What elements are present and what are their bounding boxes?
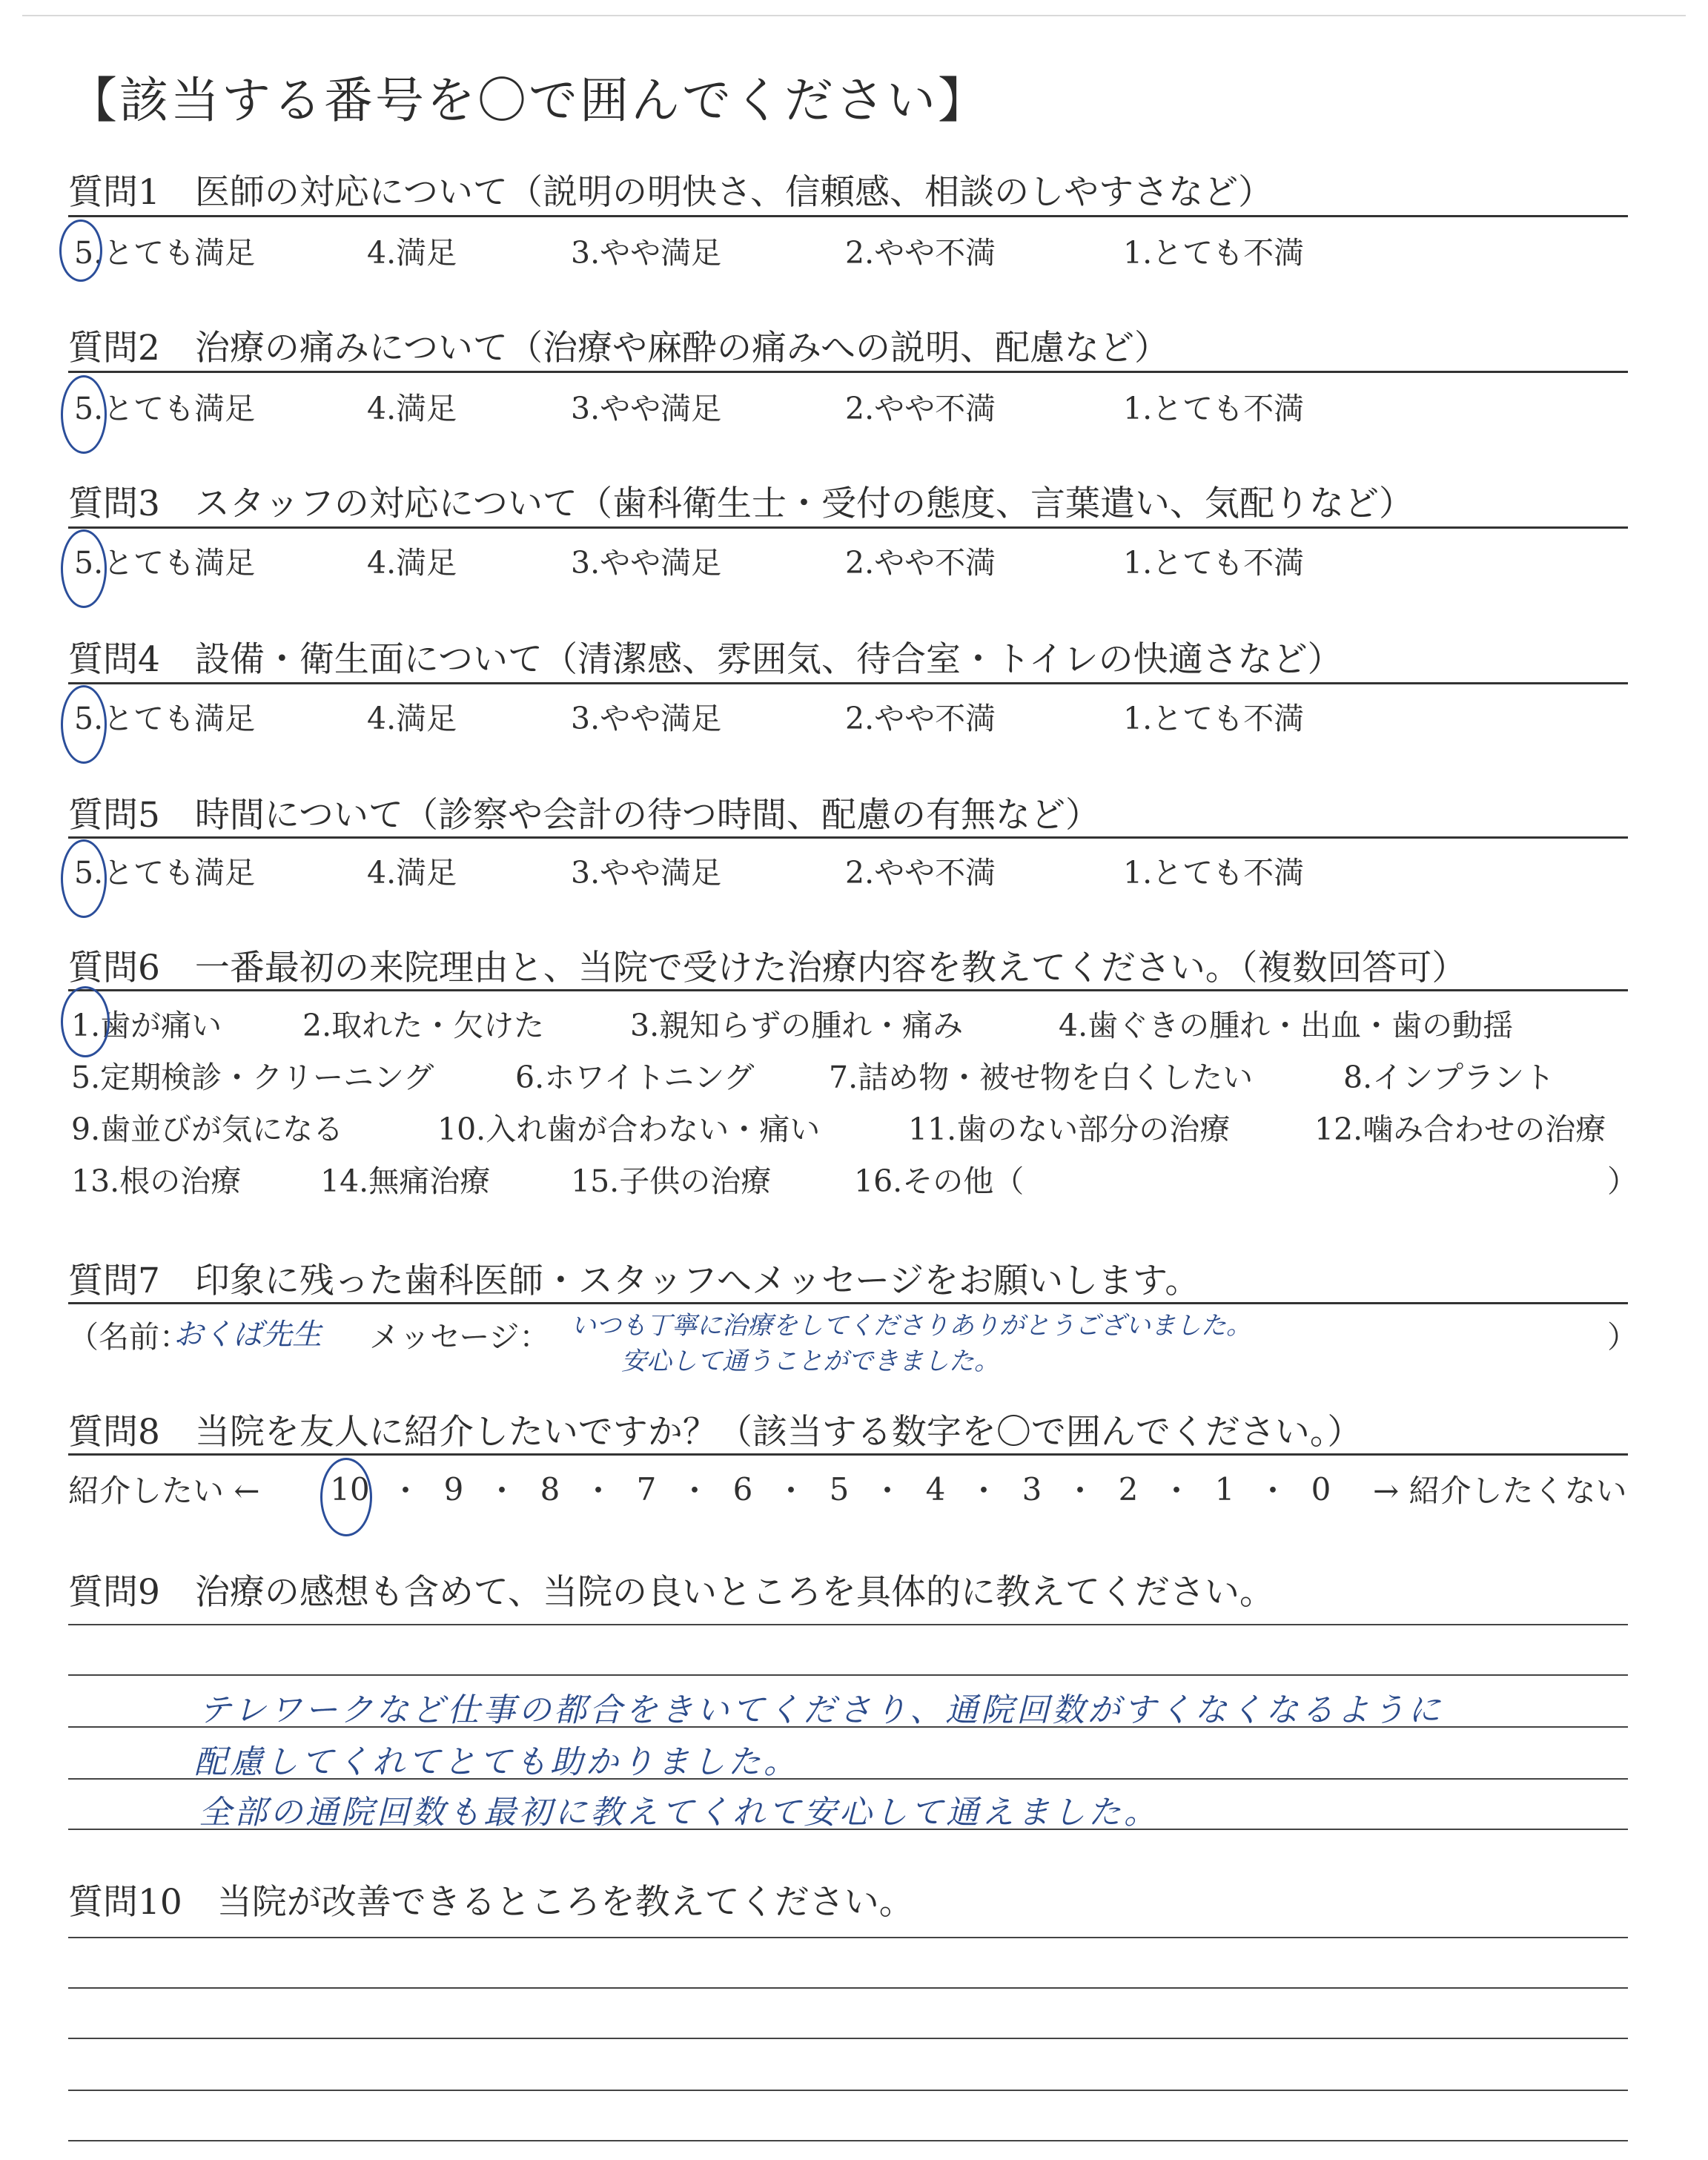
q8-value-10[interactable]: 10 [330, 1470, 370, 1507]
q1-option-4[interactable]: 4.満足 [367, 235, 457, 271]
q3-option-1[interactable]: 1.とても不満 [1123, 545, 1305, 581]
q8-separator: ・ [1257, 1473, 1288, 1509]
q6-option-1[interactable]: 1.歯が痛い [71, 1008, 222, 1043]
question-8-title: 質問8 当院を友人に紹介したいですか？（該当する数字を〇で囲んでください。） [68, 1412, 1363, 1453]
q8-value-4[interactable]: 4 [925, 1470, 946, 1507]
q6-option-10[interactable]: 10.入れ歯が合わない・痛い [437, 1112, 821, 1147]
q3-option-5[interactable]: 5.とても満足 [74, 545, 256, 581]
q8-value-6[interactable]: 6 [732, 1470, 753, 1507]
q6-option-7[interactable]: 7.詰め物・被せ物を白くしたい [829, 1060, 1254, 1095]
q7-name-value[interactable]: おくば先生 [173, 1318, 322, 1352]
q10-line-1 [68, 1937, 1628, 1938]
q8-value-9[interactable]: 9 [443, 1470, 464, 1507]
q1-option-1[interactable]: 1.とても不満 [1123, 235, 1305, 271]
q8-separator: ・ [1160, 1473, 1192, 1509]
q8-right-label: → 紹介したくない [1373, 1473, 1627, 1509]
q2-option-4[interactable]: 4.満足 [367, 391, 457, 426]
q6-other-close: ） [1607, 1163, 1638, 1199]
q4-option-1[interactable]: 1.とても不満 [1123, 701, 1305, 736]
q8-value-2[interactable]: 2 [1118, 1470, 1139, 1507]
q6-option-12[interactable]: 12.噛み合わせの治療 [1314, 1112, 1606, 1147]
q2-option-1[interactable]: 1.とても不満 [1123, 391, 1305, 426]
q8-value-8[interactable]: 8 [540, 1470, 560, 1507]
question-5-rule [68, 836, 1628, 839]
form-heading: 【該当する番号を〇で囲んでください】 [68, 72, 989, 129]
question-1-rule [68, 215, 1628, 217]
q8-left-label: 紹介したい ← [68, 1473, 260, 1509]
q8-separator: ・ [582, 1473, 614, 1509]
q9-answer-line-3[interactable]: 全部の通院回数も最初に教えてくれて安心して通えました。 [199, 1794, 1159, 1832]
q8-separator: ・ [486, 1473, 517, 1509]
q7-message-line-1[interactable]: いつも丁寧に治療をしてくださりありがとうございました。 [571, 1311, 1251, 1341]
q8-selected-circle [320, 1458, 372, 1536]
q6-option-9[interactable]: 9.歯並びが気になる [71, 1112, 344, 1147]
q6-option-11[interactable]: 11.歯のない部分の治療 [908, 1112, 1231, 1147]
q3-option-4[interactable]: 4.満足 [367, 545, 457, 581]
q8-value-0[interactable]: 0 [1311, 1470, 1331, 1507]
q8-separator: ・ [967, 1473, 999, 1509]
q10-line-3 [68, 2038, 1628, 2039]
q9-line-2 [68, 1674, 1628, 1676]
q9-answer-line-2[interactable]: 配慮してくれてとても助かりました。 [194, 1743, 799, 1781]
question-3-rule [68, 526, 1628, 529]
q5-option-1[interactable]: 1.とても不満 [1123, 855, 1305, 891]
q6-option-14[interactable]: 14.無痛治療 [320, 1163, 491, 1199]
q7-name-label: （名前： [68, 1319, 190, 1355]
q5-option-4[interactable]: 4.満足 [367, 855, 457, 891]
q8-value-3[interactable]: 3 [1022, 1470, 1042, 1507]
q8-value-1[interactable]: 1 [1214, 1470, 1235, 1507]
q2-option-3[interactable]: 3.やや満足 [571, 391, 722, 426]
question-4-title: 質問4 設備・衛生面について（清潔感、雰囲気、待合室・トイレの快適さなど） [68, 639, 1343, 680]
scan-edge [22, 15, 1686, 16]
question-3-title: 質問3 スタッフの対応について（歯科衛生士・受付の態度、言葉遣い、気配りなど） [68, 483, 1414, 524]
q8-separator: ・ [678, 1473, 710, 1509]
q4-option-3[interactable]: 3.やや満足 [571, 701, 722, 736]
q8-separator: ・ [1064, 1473, 1096, 1509]
q1-option-3[interactable]: 3.やや満足 [571, 235, 722, 271]
q5-option-3[interactable]: 3.やや満足 [571, 855, 722, 891]
q2-selected-circle [61, 375, 107, 454]
q6-option-4[interactable]: 4.歯ぐきの腫れ・出血・歯の動揺 [1059, 1008, 1514, 1043]
question-6-title: 質問6 一番最初の来院理由と、当院で受けた治療内容を教えてください。（複数回答可） [68, 948, 1467, 988]
q5-option-2[interactable]: 2.やや不満 [845, 855, 996, 891]
q8-separator: ・ [389, 1473, 421, 1509]
q6-option-8[interactable]: 8.インプラント [1343, 1060, 1555, 1095]
q8-separator: ・ [871, 1473, 903, 1509]
question-7-rule [68, 1302, 1628, 1304]
q1-selected-circle [59, 219, 102, 282]
q2-option-5[interactable]: 5.とても満足 [74, 391, 256, 426]
q6-selected-circle [61, 986, 110, 1057]
q8-separator: ・ [775, 1473, 807, 1509]
q10-line-5 [68, 2140, 1628, 2141]
q3-option-2[interactable]: 2.やや不満 [845, 545, 996, 581]
q2-option-2[interactable]: 2.やや不満 [845, 391, 996, 426]
q5-selected-circle [61, 839, 107, 918]
q5-option-5[interactable]: 5.とても満足 [74, 855, 256, 891]
q6-option-16[interactable]: 16.その他（ [854, 1163, 1025, 1199]
question-2-rule [68, 371, 1628, 373]
question-10-title: 質問10 当院が改善できるところを教えてください。 [68, 1882, 914, 1923]
q7-close: ） [1607, 1319, 1638, 1355]
q10-line-4 [68, 2090, 1628, 2091]
question-4-rule [68, 682, 1628, 684]
q6-option-6[interactable]: 6.ホワイトニング [515, 1060, 755, 1095]
q6-option-3[interactable]: 3.親知らずの腫れ・痛み [630, 1008, 964, 1043]
q10-line-2 [68, 1987, 1628, 1989]
q9-line-1 [68, 1624, 1628, 1625]
q7-message-line-2[interactable]: 安心して通うことができました。 [621, 1347, 999, 1376]
question-5-title: 質問5 時間について（診察や会計の待つ時間、配慮の有無など） [68, 795, 1100, 836]
q6-option-5[interactable]: 5.定期検診・クリーニング [71, 1060, 434, 1095]
q4-option-4[interactable]: 4.満足 [367, 701, 457, 736]
question-9-title: 質問9 治療の感想も含めて、当院の良いところを具体的に教えてください。 [68, 1572, 1274, 1613]
question-1-title: 質問1 医師の対応について（説明の明快さ、信頼感、相談のしやすさなど） [68, 172, 1274, 213]
q6-option-2[interactable]: 2.取れた・欠けた [302, 1008, 545, 1043]
q8-scale [68, 1467, 1628, 1511]
q9-answer-line-1[interactable]: テレワークなど仕事の都合をきいてくださり、通院回数がすくなくなるように [199, 1691, 1444, 1729]
q4-option-5[interactable]: 5.とても満足 [74, 701, 256, 736]
q1-option-5[interactable]: 5.とても満足 [74, 235, 256, 271]
question-8-rule [68, 1453, 1628, 1456]
q3-option-3[interactable]: 3.やや満足 [571, 545, 722, 581]
q4-option-2[interactable]: 2.やや不満 [845, 701, 996, 736]
question-6-rule [68, 989, 1628, 991]
q1-option-2[interactable]: 2.やや不満 [845, 235, 996, 271]
question-2-title: 質問2 治療の痛みについて（治療や麻酔の痛みへの説明、配慮など） [68, 328, 1170, 369]
q6-option-13[interactable]: 13.根の治療 [71, 1163, 242, 1199]
q8-value-5[interactable]: 5 [829, 1470, 850, 1507]
q8-value-7[interactable]: 7 [636, 1470, 657, 1507]
question-7-title: 質問7 印象に残った歯科医師・スタッフへメッセージをお願いします。 [68, 1261, 1200, 1301]
q3-selected-circle [61, 529, 107, 608]
q7-message-label: メッセージ： [369, 1319, 550, 1355]
q4-selected-circle [61, 685, 107, 764]
q6-option-15[interactable]: 15.子供の治療 [571, 1163, 772, 1199]
